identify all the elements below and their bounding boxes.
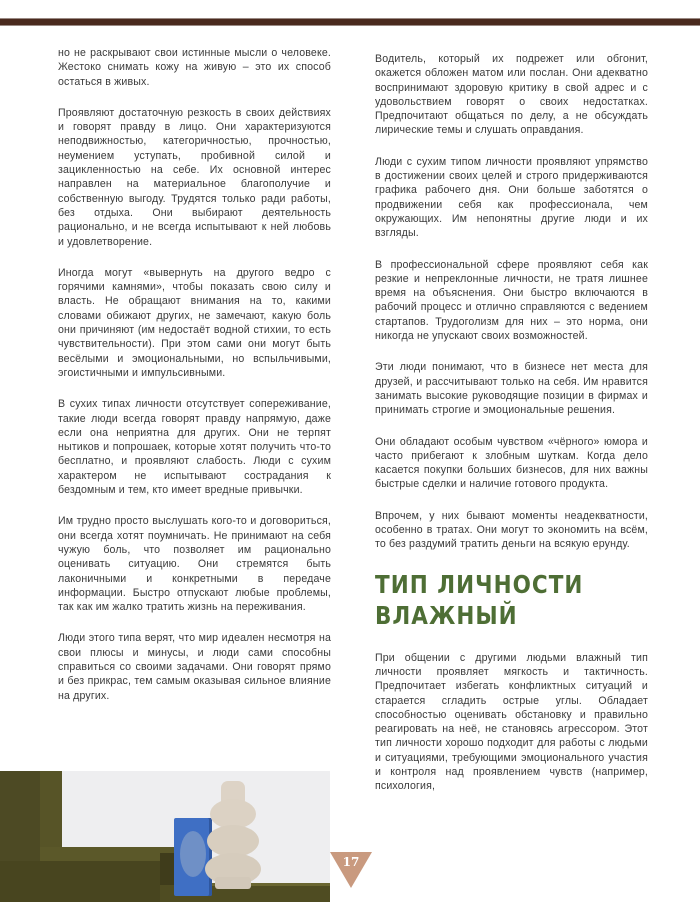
paragraph: Они обладают особым чувством «чёрного» юмора и часто прибегают к злобным шуткам. Когда дело касается покупки больших бизнесов, для них важны быстрые сделки и наличие готового продукта.: [375, 435, 648, 491]
paragraph: Иногда могут «вывернуть на другого ведро с горячими камнями», чтобы показать свою силу и власть. Не обращают внимания на то, какими словами обижают других, не замечают, какую боль они причиняют (им недостаёт водной стихии, то есть чувствительности). При этом сами они могут быть весёлыми и эмоциональными, но вспыльчивыми, эгоистичными и импульсивными.: [58, 266, 331, 379]
page-number-badge: [330, 852, 372, 888]
paragraph: В сухих типах личности отсутствует сопереживание, такие люди всегда говорят правду напрямую, даже если она неприятна для других. Они не терпят нытиков и попрошаек, которые хотят получить что-то бесплатно, и проявляют слабость. Люди с сухим характером не испытывают сострадания к бездомным и тем, кто имеет вредные привычки.: [58, 398, 331, 497]
section-heading-line1: ТИП ЛИЧНОСТИ: [375, 569, 584, 599]
header-rule: [0, 18, 700, 26]
paragraph: Люди с сухим типом личности проявляют упрямство в достижении своих целей и строго придерживаются графика рабочего дня. Они больше заботятся о продвижении себя как профессионала, чем окружающих. Им непонятны другие люди и их взгляды.: [375, 155, 648, 240]
left-column: [58, 46, 331, 720]
paragraph: Проявляют достаточную резкость в своих действиях и говорят правду в лицо. Они характеризуются неподвижностью, категоричностью, прочностью, неумением уступать, пробивной силой и зацикленностью на себе. Их основной интерес направлен на материальное благополучие и собственную выгоду. Трудятся только ради работы, без отдыха. Они выбирают деятельность рационально, и не всегда испытывают к ней любовь и удовлетворение.: [58, 106, 331, 248]
paragraph: Эти люди понимают, что в бизнесе нет места для друзей, и рассчитывают только на себя. Им нравится занимать высокие руководящие позиции в фирмах и принимать строгие и эмоциональные решения.: [375, 361, 648, 417]
paragraph: но не раскрывают свои истинные мысли о человеке. Жестоко снимать кожу на живую – это их способ остаться в живых.: [58, 47, 331, 88]
photo-vase-base: [215, 877, 251, 889]
paragraph: Им трудно просто выслушать кого-то и договориться, они всегда хотят поумничать. Не принимают на себя чужую боль, что позволяет им рационально оценивать ситуацию. Они стремятся быть лаконичными и конкретными в передаче информации. Быстро отпускают любые проблемы, так как им жалко тратить жизнь на переживания.: [58, 515, 331, 614]
decor-photo: [0, 771, 330, 902]
right-column: [375, 52, 648, 811]
paragraph: При общении с другими людьми влажный тип личности проявляет мягкость и тактичность. Предпочитает избегать конфликтных ситуаций и старается сгладить острые углы. Обладает способностью оценивать обстановку и правильно реагировать на неё, не становясь агрессором. Этот тип личности хорошо подходит для работы с людьми и ситуациями, требующими эмоционального участия и контроля над проявлением чувств (например, психология,: [375, 651, 648, 793]
photo-lower-panel: [0, 861, 175, 902]
paragraph: Впрочем, у них бывают моменты неадекватности, особенно в тратах. Они могут то экономить на всём, то без раздумий тратить деньги на всякую ерунду.: [375, 509, 648, 551]
section-heading: [375, 569, 610, 631]
paragraph: Люди этого типа верят, что мир идеален несмотря на свои плюсы и минусы, и люди сами способны справиться со своими задачами. Они говорят прямо и без прикрас, тем самым оказывая сильное влияние на других.: [58, 632, 331, 702]
page-number: 17: [342, 855, 360, 869]
photo-book-cover-art: [180, 831, 206, 877]
paragraph: В профессиональной сфере проявляют себя как резкие и непреклонные личности, не тратя лишнее время на объяснения. Они быстро включаются в рабочий процесс и отлично справляются с ведением стартапов. Трудоголизм для них – это норма, они никогда не упускают своих возможностей.: [375, 258, 648, 343]
section-heading-line2: ВЛАЖНЫЙ: [375, 600, 518, 630]
paragraph: Водитель, который их подрежет или обгонит, окажется обложен матом или послан. Они адекватно воспринимают здоровую критику в свой адрес и с удовольствием говорят о своих недостатках. Предпочитают общаться по делу, а не обсуждать лирические темы и слушать оправдания.: [375, 53, 648, 137]
photo-frame-ledge: [40, 847, 175, 861]
